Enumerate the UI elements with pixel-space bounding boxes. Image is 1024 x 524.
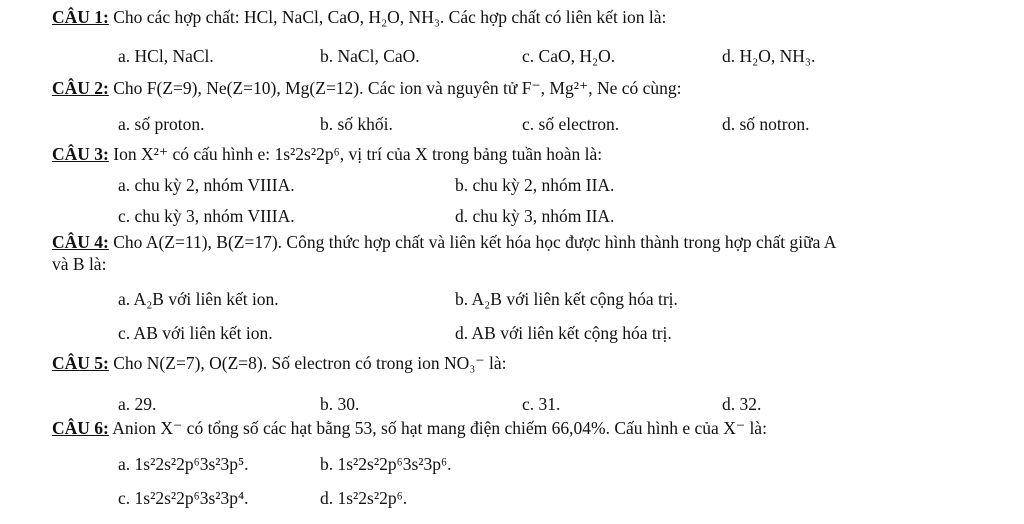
option-d: d. H₂O, NH₃. bbox=[722, 46, 816, 66]
option-b: b. 1s²2s²2p⁶3s²3p⁶. bbox=[320, 454, 452, 474]
question-6 bbox=[52, 417, 767, 439]
question-label: CÂU 6: bbox=[52, 418, 109, 438]
question-1 bbox=[52, 6, 666, 28]
question-4 bbox=[52, 231, 836, 253]
question-text: Cho F(Z=9), Ne(Z=10), Mg(Z=12). Các ion và nguyên tử F⁻, Mg²⁺, Ne có cùng: bbox=[113, 78, 682, 98]
option-c: c. 1s²2s²2p⁶3s²3p⁴. bbox=[118, 488, 249, 508]
question-text: Ion X²⁺ có cấu hình e: 1s²2s²2p⁶, vị trí của X trong bảng tuần hoàn là: bbox=[113, 144, 603, 164]
question-label: CÂU 2: bbox=[52, 78, 109, 98]
option-a: a. HCl, NaCl. bbox=[118, 46, 214, 66]
question-label: CÂU 4: bbox=[52, 232, 109, 252]
option-d: d. 32. bbox=[722, 394, 762, 414]
option-d: d. 1s²2s²2p⁶. bbox=[320, 488, 408, 508]
question-text: Cho các hợp chất: HCl, NaCl, CaO, H₂O, NH₃. Các hợp chất có liên kết ion là: bbox=[113, 7, 667, 27]
option-a: a. 29. bbox=[118, 394, 157, 414]
option-a: a. 1s²2s²2p⁶3s²3p⁵. bbox=[118, 454, 249, 474]
question-label: CÂU 5: bbox=[52, 353, 109, 373]
question-text: Cho N(Z=7), O(Z=8). Số electron có trong ion NO₃⁻ là: bbox=[113, 353, 507, 373]
option-c: c. AB với liên kết ion. bbox=[118, 323, 273, 343]
question-label: CÂU 1: bbox=[52, 7, 109, 27]
question-4-continued: và B là: bbox=[52, 254, 107, 274]
option-c: c. 31. bbox=[522, 394, 561, 414]
option-a: a. số proton. bbox=[118, 114, 205, 134]
option-a: a. chu kỳ 2, nhóm VIIIA. bbox=[118, 175, 295, 195]
option-c: c. số electron. bbox=[522, 114, 620, 134]
option-a: a. A₂B với liên kết ion. bbox=[118, 289, 279, 309]
question-5 bbox=[52, 352, 507, 374]
option-d: d. số notron. bbox=[722, 114, 810, 134]
option-d: d. AB với liên kết cộng hóa trị. bbox=[455, 323, 672, 343]
question-2 bbox=[52, 77, 682, 99]
option-b: b. 30. bbox=[320, 394, 360, 414]
option-b: b. A₂B với liên kết cộng hóa trị. bbox=[455, 289, 678, 309]
option-c: c. CaO, H₂O. bbox=[522, 46, 616, 66]
question-label: CÂU 3: bbox=[52, 144, 109, 164]
option-b: b. NaCl, CaO. bbox=[320, 46, 420, 66]
option-c: c. chu kỳ 3, nhóm VIIIA. bbox=[118, 206, 295, 226]
question-3 bbox=[52, 143, 602, 165]
question-text: Cho A(Z=11), B(Z=17). Công thức hợp chất và liên kết hóa học được hình thành trong hợp chất giữa A bbox=[113, 232, 837, 252]
question-text: Anion X⁻ có tổng số các hạt bằng 53, số hạt mang điện chiếm 66,04%. Cấu hình e của X⁻ là: bbox=[112, 418, 767, 438]
option-d: d. chu kỳ 3, nhóm IIA. bbox=[455, 206, 615, 226]
option-b: b. số khối. bbox=[320, 114, 393, 134]
option-b: b. chu kỳ 2, nhóm IIA. bbox=[455, 175, 615, 195]
